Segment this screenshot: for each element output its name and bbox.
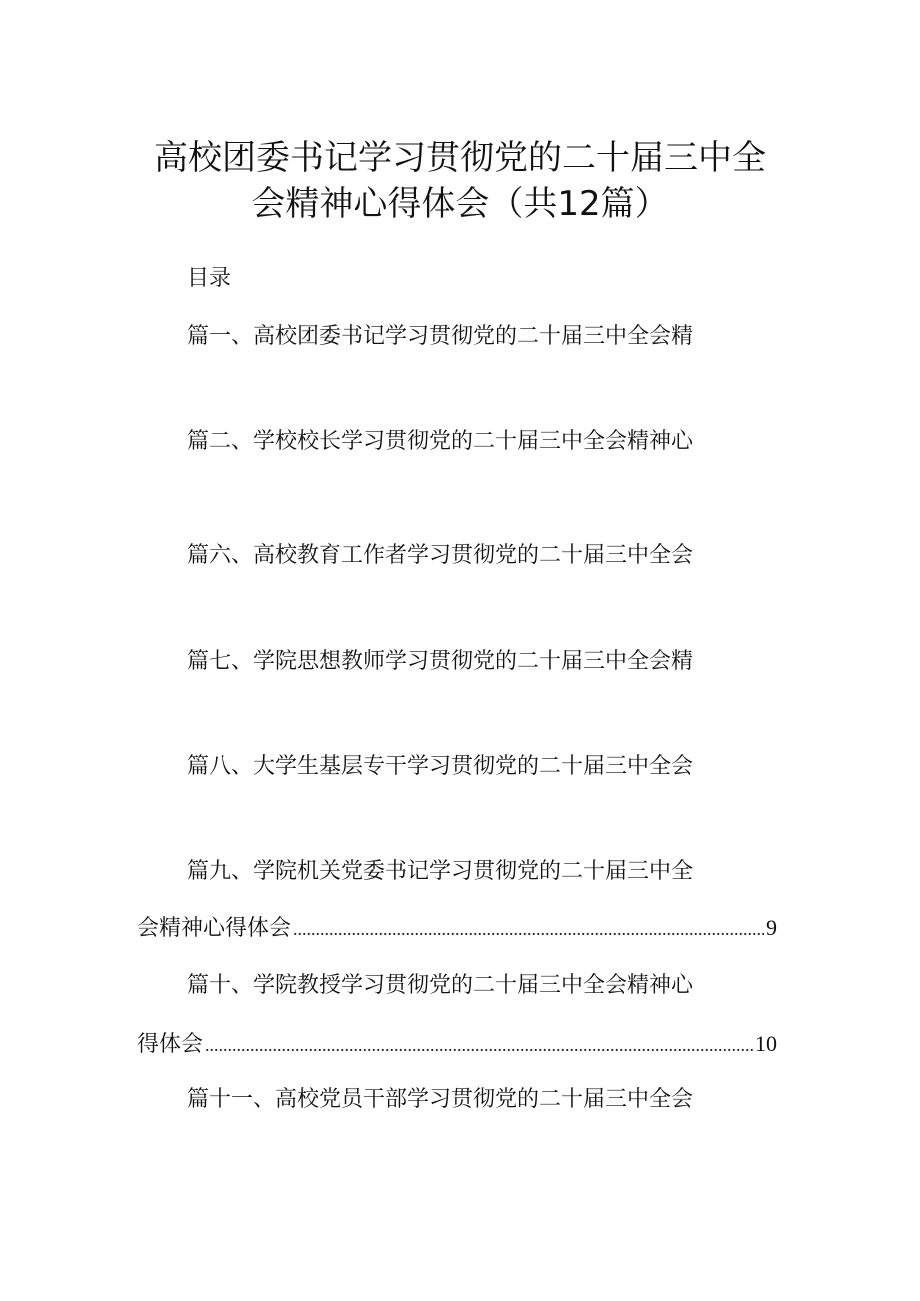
toc-entry-1[interactable]: 篇一、高校团委书记学习贯彻党的二十届三中全会精 [187,324,694,349]
toc-entry-10-continuation-text: 得体会 [137,1032,204,1057]
toc-entry-10-page-number: 10 [755,1031,777,1056]
toc-entry-7[interactable]: 篇七、学院思想教师学习贯彻党的二十届三中全会精 [187,649,694,674]
toc-entry-9-continuation-text: 会精神心得体会 [137,916,292,941]
toc-entry-9-continuation[interactable] [137,913,777,944]
document-title-line-2: 会精神心得体会（共12篇） [251,184,669,224]
toc-entry-11[interactable]: 篇十一、高校党员干部学习贯彻党的二十届三中全会 [187,1087,694,1112]
toc-entry-10-continuation[interactable] [137,1029,777,1060]
dot-leader [205,1030,753,1060]
toc-entry-9-page-number: 9 [766,915,777,940]
toc-entry-6[interactable]: 篇六、高校教育工作者学习贯彻党的二十届三中全会 [187,543,694,568]
document-title-line-1: 高校团委书记学习贯彻党的二十届三中全 [154,138,766,178]
toc-entry-2[interactable]: 篇二、学校校长学习贯彻党的二十届三中全会精神心 [187,429,694,454]
toc-entry-8[interactable]: 篇八、大学生基层专干学习贯彻党的二十届三中全会 [187,754,694,779]
toc-entry-9[interactable]: 篇九、学院机关党委书记学习贯彻党的二十届三中全 [187,859,694,884]
toc-entry-10[interactable]: 篇十、学院教授学习贯彻党的二十届三中全会精神心 [187,973,694,998]
dot-leader [293,914,764,944]
toc-heading: 目录 [187,266,232,291]
